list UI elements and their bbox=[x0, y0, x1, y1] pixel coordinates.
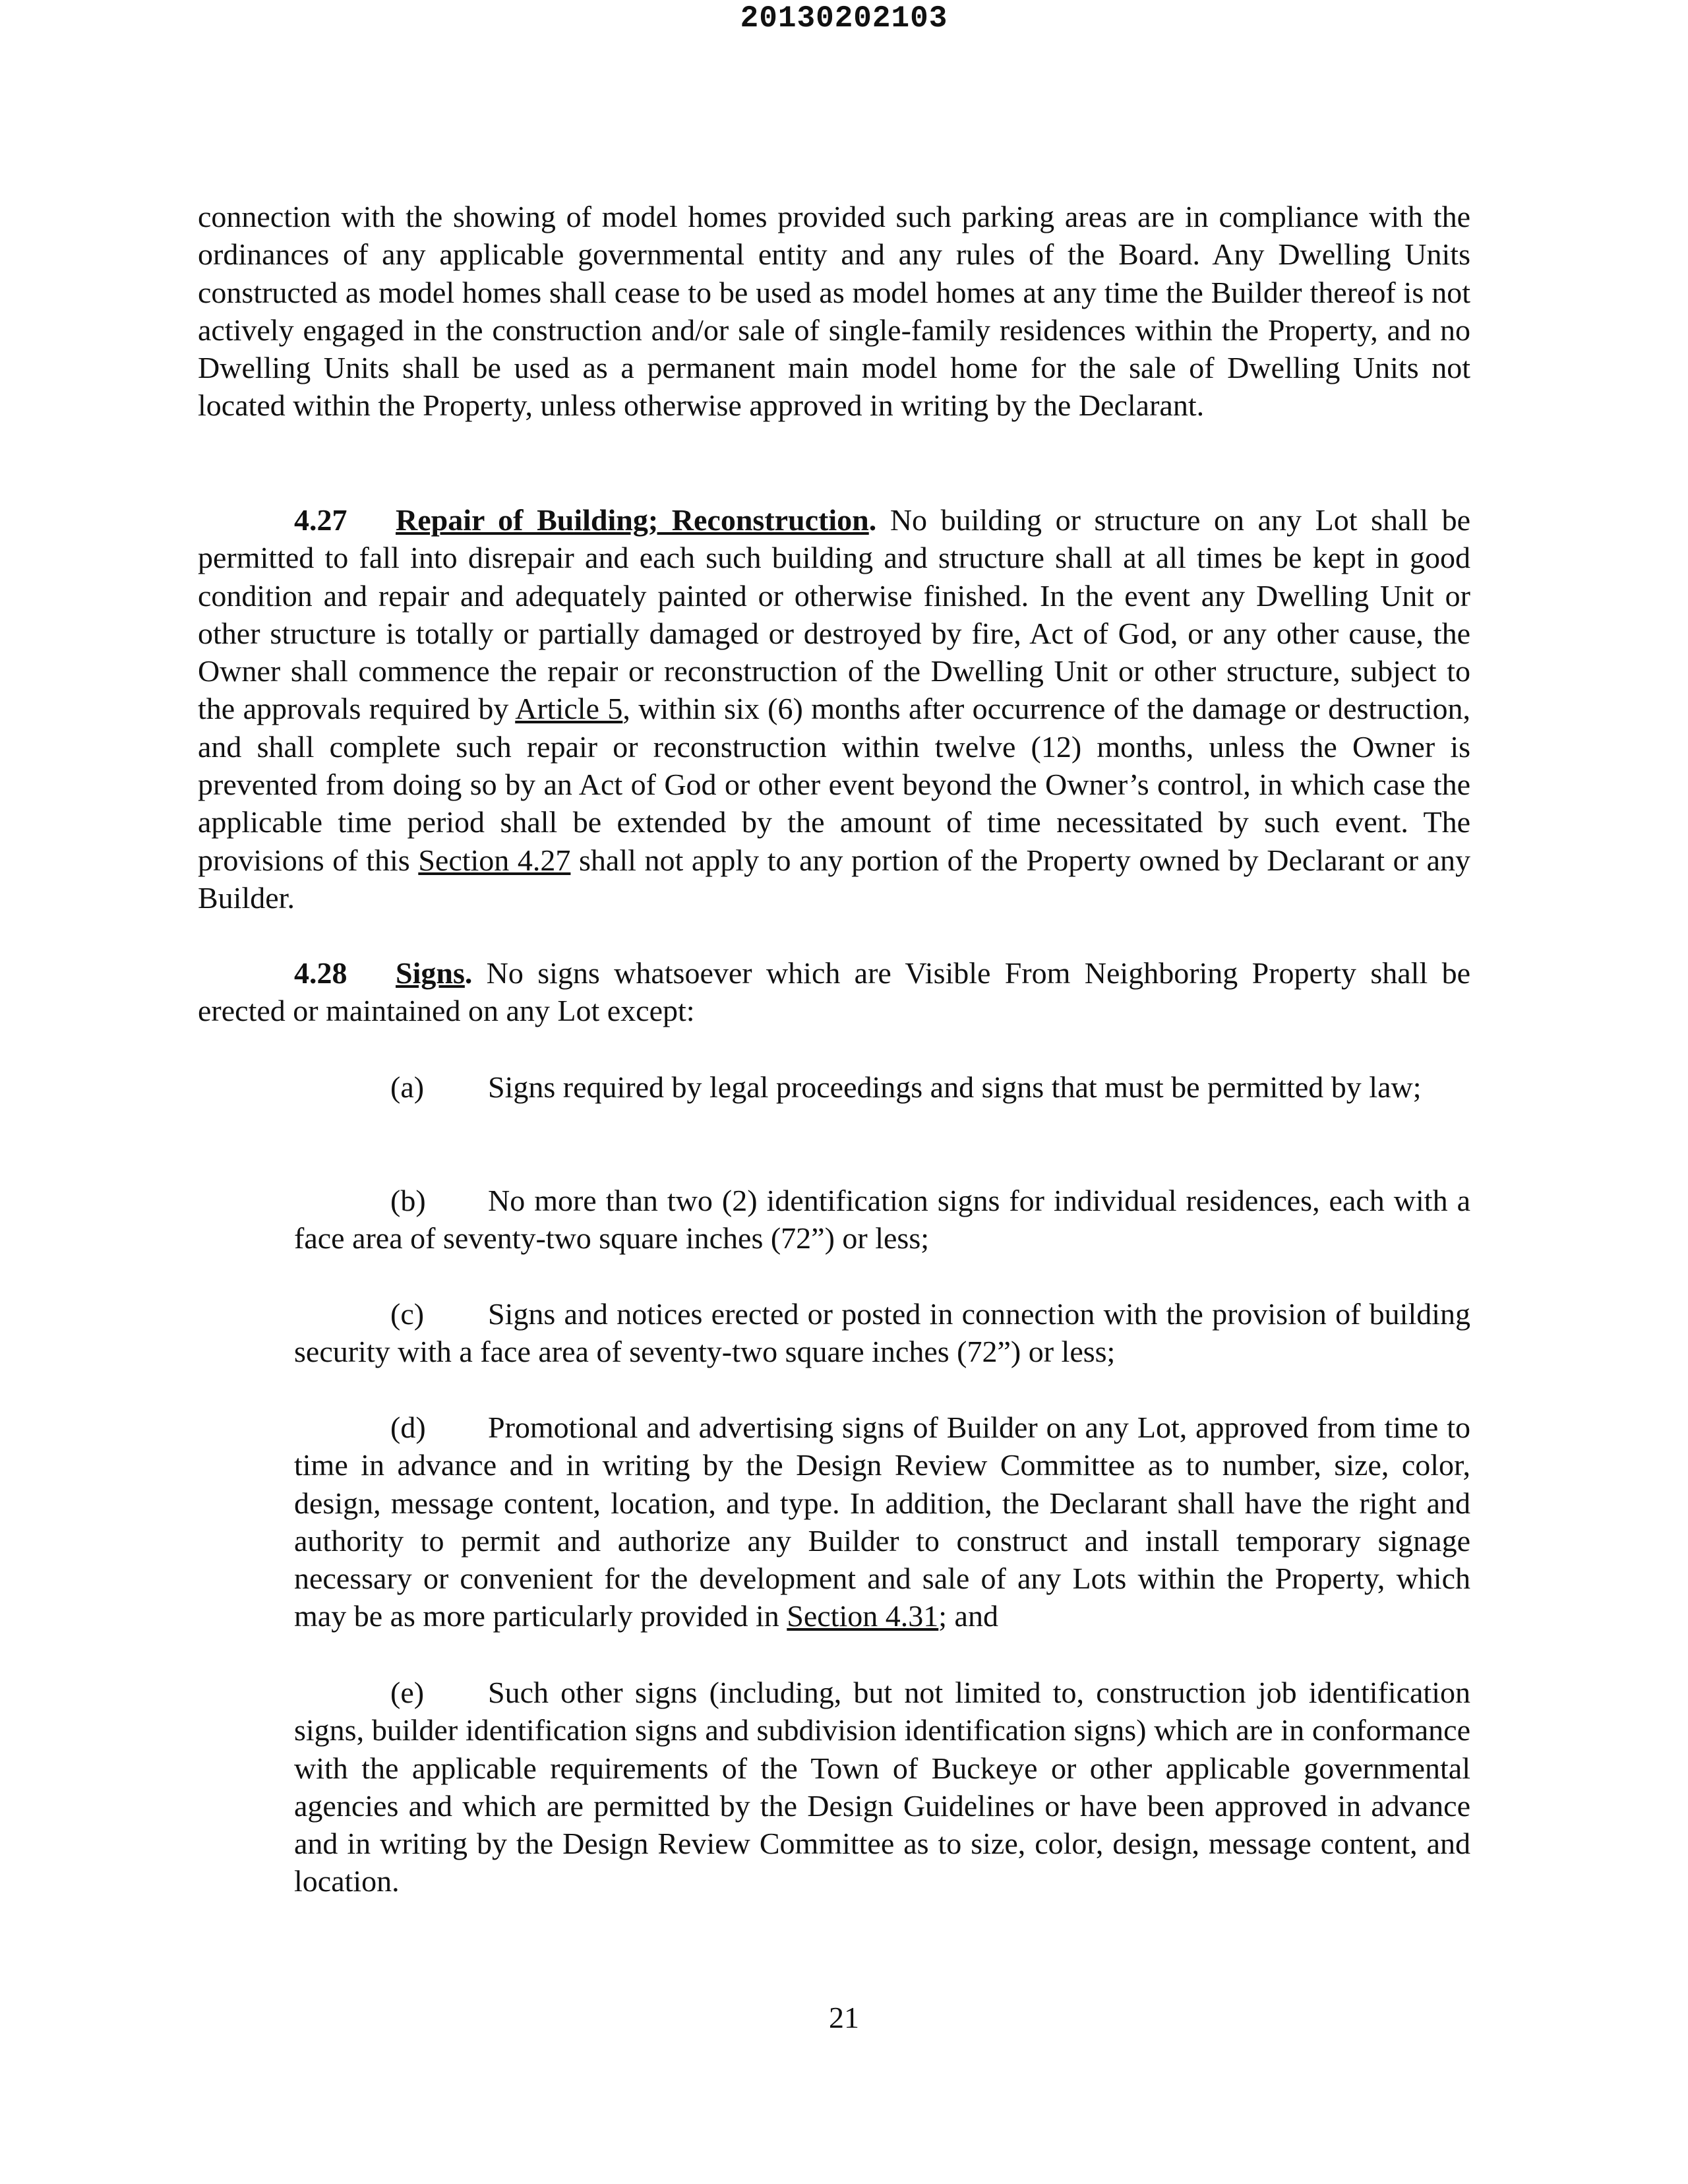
section-4-27-paragraph: 4.27 Repair of Building; Reconstruction. No building or structure on any Lot shall be permitted to fall into disrepair and each such building and structure shall at all times be kept in good condition and repair and adequately painted or otherwise finished. In the event any Dwelling Unit or other structure is totally or partially damaged or destroyed by fire, Act of God, or any other cause, the Owner shall commence the repair or reconstruction of the Dwelling Unit or other structure, subject to the approvals required by Article 5, within six (6) months after occurrence of the damage or destruction, and shall complete such repair or reconstruction within twelve (12) months, unless the Owner is prevented from doing so by an Act of God or other event beyond the Owner’s control, in which case the applicable time period shall be extended by the amount of time necessitated by such event. The provisions of this Section 4.27 shall not apply to any portion of the Property owned by Declarant or any Builder. bbox=[198, 501, 1470, 917]
section-4-27-text-2: , within six (6) months after occurrence of the damage or destruction, and shall complete such repair or reconstruction within twelve (12) months, unless the Owner is prevented from doing so by an Act of God or other event beyond the Owner’s control, in which case the applicable time period shall be extended by the amount of time necessitated by such event. The provisions of this bbox=[198, 692, 1470, 877]
section-4-27-title: Repair of Building; Reconstruction bbox=[396, 503, 869, 537]
article-5-reference: Article 5 bbox=[515, 692, 623, 726]
list-item-text: Signs and notices erected or posted in connection with the provision of building security with a face area of seventy-two square inches (72”) or less; bbox=[294, 1297, 1470, 1369]
section-4-31-reference: Section 4.31 bbox=[787, 1599, 939, 1633]
list-item-d bbox=[294, 1409, 1470, 1635]
section-4-27-reference: Section 4.27 bbox=[418, 843, 571, 877]
list-item-label: (e) bbox=[390, 1676, 425, 1709]
list-item-text: Such other signs (including, but not limited to, construction job identification signs, builder identification signs and subdivision identification signs) which are in conformance with the applicable requirements of the Town of Buckeye or other applicable governmental agencies and which are permitted by the Design Guidelines or have been approved in advance and in writing by the Design Review Committee as to size, color, design, message content, and location. bbox=[294, 1676, 1470, 1898]
section-4-28-title: Signs bbox=[396, 956, 465, 990]
page-number: 21 bbox=[829, 2001, 859, 2034]
list-item-c bbox=[294, 1295, 1470, 1371]
list-item-text: Promotional and advertising signs of Builder on any Lot, approved from time to time in advance and in writing by the Design Review Committee as to number, size, color, design, message content, location, and type. In addition, the Declarant shall have the right and authority to permit and authorize any Builder to construct and install temporary signage necessary or convenient for the development and sale of any Lots within the Property, which may be as more particularly provided in bbox=[294, 1410, 1470, 1633]
list-item-a bbox=[294, 1068, 1470, 1106]
list-item-b bbox=[294, 1182, 1470, 1258]
list-item-text: No more than two (2) identification signs for individual residences, each with a face area of seventy-two square inches (72”) or less; bbox=[294, 1184, 1470, 1256]
document-number: 20130202103 bbox=[740, 1, 948, 36]
section-4-28-paragraph: 4.28 Signs. No signs whatsoever which are Visible From Neighboring Property shall be erected or maintained on any Lot except: bbox=[198, 954, 1470, 1030]
section-4-27-text-1: No building or structure on any Lot shall be permitted to fall into disrepair and each such building and structure shall at all times be kept in good condition and repair and adequately painted or otherwise finished. In the event any Dwelling Unit or other structure is totally or partially damaged or destroyed by fire, Act of God, or any other cause, the Owner shall commence the repair or reconstruction of the Dwelling Unit or other structure, subject to the approvals required by bbox=[198, 503, 1470, 726]
section-4-27-number: 4.27 bbox=[294, 503, 347, 537]
intro-paragraph: connection with the showing of model homes provided such parking areas are in compliance with the ordinances of any applicable governmental entity and any rules of the Board. Any Dwelling Units constructed as model homes shall cease to be used as model homes at any time the Builder thereof is not actively engaged in the construction and/or sale of single-family residences within the Property, and no Dwelling Units shall be used as a permanent main model home for the sale of Dwelling Units not located within the Property, unless otherwise approved in writing by the Declarant. bbox=[198, 200, 1470, 423]
section-4-28-number: 4.28 bbox=[294, 956, 347, 990]
list-item-label: (b) bbox=[390, 1184, 426, 1217]
list-item-tail: ; and bbox=[938, 1599, 998, 1633]
section-4-27-text-3: shall not apply to any portion of the Property owned by Declarant or any Builder. bbox=[198, 843, 1470, 915]
list-item-e bbox=[294, 1674, 1470, 1900]
list-item-label: (a) bbox=[390, 1070, 425, 1104]
list-item-text: Signs required by legal proceedings and signs that must be permitted by law; bbox=[488, 1070, 1422, 1104]
list-item-label: (d) bbox=[390, 1410, 426, 1444]
list-item-label: (c) bbox=[390, 1297, 425, 1331]
section-4-28-text: No signs whatsoever which are Visible From Neighboring Property shall be erected or maintained on any Lot except: bbox=[198, 956, 1470, 1028]
